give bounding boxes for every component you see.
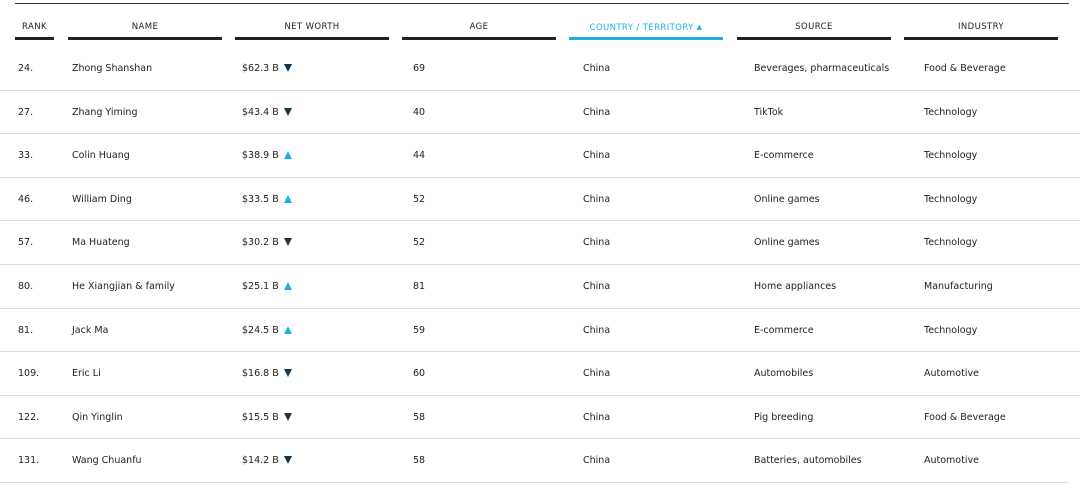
trend-down-icon <box>284 369 292 377</box>
rank-value: 122. <box>18 411 40 423</box>
trend-down-icon <box>284 413 292 421</box>
country-value: China <box>583 63 611 74</box>
source-value: Online games <box>754 237 820 249</box>
cell-source <box>754 325 814 337</box>
age-value: 58 <box>413 411 426 423</box>
column-header-label: AGE <box>469 22 489 32</box>
cell-industry <box>924 63 1006 75</box>
table-row[interactable] <box>0 265 1080 309</box>
cell-industry <box>924 368 979 380</box>
name-value: He Xiangjian & family <box>72 280 175 292</box>
cell-country <box>583 150 610 162</box>
net-worth-value: $14.2 B <box>242 455 279 467</box>
column-header-industry[interactable] <box>904 21 1058 33</box>
sort-ascending-icon: ▲ <box>696 23 703 31</box>
column-underline-net-worth <box>235 37 389 40</box>
cell-country <box>583 107 610 119</box>
cell-rank <box>18 63 33 75</box>
country-value: China <box>583 455 611 467</box>
cell-name[interactable] <box>72 368 101 380</box>
net-worth-value: $33.5 B <box>242 193 279 205</box>
net-worth-value: $25.1 B <box>242 280 279 292</box>
column-underline-rank <box>15 37 54 40</box>
cell-net-worth <box>242 281 292 293</box>
industry-value: Technology <box>924 324 978 336</box>
age-value: 81 <box>413 280 426 292</box>
source-value: Batteries, automobiles <box>754 455 862 467</box>
trend-down-icon <box>284 108 292 116</box>
table-row[interactable] <box>0 309 1080 353</box>
cell-country <box>583 325 610 337</box>
cell-rank <box>18 107 33 119</box>
cell-country <box>583 412 610 424</box>
name-value: William Ding <box>72 193 132 205</box>
cell-net-worth <box>242 150 292 162</box>
cell-age <box>413 412 425 424</box>
cell-rank <box>18 368 39 380</box>
table-row[interactable] <box>0 47 1080 91</box>
column-header-net-worth[interactable] <box>235 21 389 33</box>
source-value: Pig breeding <box>754 411 814 423</box>
trend-down-icon <box>284 456 292 464</box>
age-value: 40 <box>413 106 426 118</box>
rank-value: 27. <box>18 106 34 118</box>
column-header-label: INDUSTRY <box>958 22 1004 32</box>
cell-country <box>583 455 610 467</box>
cell-country <box>583 281 610 293</box>
rank-value: 80. <box>18 280 34 292</box>
name-value: Qin Yinglin <box>72 411 123 423</box>
cell-source <box>754 455 862 467</box>
country-value: China <box>583 411 611 423</box>
age-value: 58 <box>413 455 426 467</box>
industry-value: Technology <box>924 193 978 205</box>
cell-name[interactable] <box>72 325 108 337</box>
table-row[interactable] <box>0 221 1080 265</box>
industry-value: Food & Beverage <box>924 63 1006 74</box>
rank-value: 57. <box>18 237 34 249</box>
row-divider <box>0 482 1068 483</box>
column-header-label: SOURCE <box>795 22 833 32</box>
name-value: Zhang Yiming <box>72 106 138 118</box>
cell-rank <box>18 325 33 337</box>
industry-value: Technology <box>924 150 978 162</box>
table-row[interactable] <box>0 134 1080 178</box>
cell-name[interactable] <box>72 194 132 206</box>
net-worth-value: $38.9 B <box>242 150 279 162</box>
cell-rank <box>18 412 39 424</box>
rank-value: 33. <box>18 150 34 162</box>
column-underline-source <box>737 37 891 40</box>
rank-value: 131. <box>18 455 40 467</box>
column-underline-age <box>402 37 556 40</box>
trend-down-icon <box>284 238 292 246</box>
cell-country <box>583 194 610 206</box>
source-value: E-commerce <box>754 150 814 162</box>
source-value: Automobiles <box>754 368 814 380</box>
column-underline-country <box>569 37 723 40</box>
table-body <box>0 47 1080 483</box>
trend-up-icon <box>284 151 292 159</box>
cell-name[interactable] <box>72 150 130 162</box>
table-header <box>0 0 1080 46</box>
industry-value: Food & Beverage <box>924 411 1006 423</box>
cell-source <box>754 237 820 249</box>
industry-value: Technology <box>924 237 978 249</box>
column-header-label: NAME <box>131 22 159 32</box>
industry-value: Manufacturing <box>924 280 993 292</box>
source-value: TikTok <box>754 106 784 118</box>
cell-source <box>754 281 836 293</box>
cell-age <box>413 325 425 337</box>
country-value: China <box>583 150 611 162</box>
cell-source <box>754 63 889 75</box>
table-row[interactable] <box>0 178 1080 222</box>
trend-up-icon <box>284 282 292 290</box>
cell-net-worth <box>242 455 292 467</box>
cell-rank <box>18 194 33 206</box>
rank-value: 81. <box>18 324 34 336</box>
age-value: 52 <box>413 193 426 205</box>
name-value: Colin Huang <box>72 150 130 162</box>
net-worth-value: $15.5 B <box>242 411 279 423</box>
cell-net-worth <box>242 194 292 206</box>
cell-source <box>754 150 814 162</box>
country-value: China <box>583 324 611 336</box>
trend-down-icon <box>284 64 292 72</box>
cell-industry <box>924 150 977 162</box>
cell-industry <box>924 281 993 293</box>
net-worth-value: $16.8 B <box>242 368 279 380</box>
net-worth-value: $62.3 B <box>242 63 279 74</box>
cell-rank <box>18 150 33 162</box>
cell-industry <box>924 325 977 337</box>
rank-value: 46. <box>18 193 34 205</box>
country-value: China <box>583 106 611 118</box>
cell-age <box>413 107 425 119</box>
cell-net-worth <box>242 237 292 249</box>
country-value: China <box>583 193 611 205</box>
name-value: Ma Huateng <box>72 237 130 249</box>
cell-source <box>754 412 813 424</box>
cell-industry <box>924 194 977 206</box>
cell-age <box>413 368 425 380</box>
table-row[interactable] <box>0 352 1080 396</box>
cell-name[interactable] <box>72 63 152 75</box>
name-value: Wang Chuanfu <box>72 455 142 467</box>
table-row[interactable] <box>0 396 1080 440</box>
cell-name[interactable] <box>72 281 175 293</box>
cell-age <box>413 194 425 206</box>
cell-age <box>413 455 425 467</box>
cell-rank <box>18 237 33 249</box>
table-row[interactable] <box>0 91 1080 135</box>
column-underline-name <box>68 37 222 40</box>
column-header-rank[interactable] <box>15 21 54 33</box>
cell-industry <box>924 107 977 119</box>
rank-value: 24. <box>18 63 34 74</box>
column-underline-industry <box>904 37 1058 40</box>
cell-name[interactable] <box>72 237 130 249</box>
cell-net-worth <box>242 368 292 380</box>
column-header-name[interactable] <box>68 21 222 33</box>
cell-name[interactable] <box>72 455 142 467</box>
cell-age <box>413 237 425 249</box>
cell-net-worth <box>242 325 292 337</box>
net-worth-value: $30.2 B <box>242 237 279 249</box>
net-worth-value: $43.4 B <box>242 106 279 118</box>
name-value: Jack Ma <box>72 324 109 336</box>
cell-net-worth <box>242 63 292 75</box>
cell-industry <box>924 455 979 467</box>
source-value: Beverages, pharmaceuticals <box>754 63 890 74</box>
source-value: E-commerce <box>754 324 814 336</box>
industry-value: Automotive <box>924 368 979 380</box>
table-row[interactable] <box>0 439 1080 483</box>
age-value: 52 <box>413 237 426 249</box>
cell-age <box>413 150 425 162</box>
cell-name[interactable] <box>72 107 137 119</box>
country-value: China <box>583 280 611 292</box>
column-header-source[interactable] <box>737 21 891 33</box>
rank-value: 109. <box>18 368 40 380</box>
column-header-age[interactable] <box>402 21 556 33</box>
net-worth-value: $24.5 B <box>242 324 279 336</box>
cell-source <box>754 368 813 380</box>
column-header-country[interactable] <box>569 21 723 33</box>
age-value: 59 <box>413 324 426 336</box>
age-value: 60 <box>413 368 426 380</box>
cell-net-worth <box>242 412 292 424</box>
cell-source <box>754 107 783 119</box>
age-value: 44 <box>413 150 426 162</box>
cell-source <box>754 194 820 206</box>
source-value: Online games <box>754 193 820 205</box>
cell-industry <box>924 237 977 249</box>
cell-name[interactable] <box>72 412 123 424</box>
age-value: 69 <box>413 63 426 74</box>
trend-up-icon <box>284 195 292 203</box>
name-value: Eric Li <box>72 368 101 380</box>
industry-value: Technology <box>924 106 978 118</box>
country-value: China <box>583 237 611 249</box>
cell-age <box>413 63 425 75</box>
column-header-label: COUNTRY / TERRITORY <box>589 23 694 33</box>
industry-value: Automotive <box>924 455 979 467</box>
country-value: China <box>583 368 611 380</box>
cell-country <box>583 368 610 380</box>
name-value: Zhong Shanshan <box>72 63 153 74</box>
cell-industry <box>924 412 1006 424</box>
cell-rank <box>18 455 39 467</box>
cell-country <box>583 63 610 75</box>
cell-net-worth <box>242 107 292 119</box>
column-header-label: RANK <box>22 22 47 32</box>
cell-rank <box>18 281 33 293</box>
source-value: Home appliances <box>754 280 837 292</box>
trend-up-icon <box>284 326 292 334</box>
cell-age <box>413 281 425 293</box>
cell-country <box>583 237 610 249</box>
column-header-label: NET WORTH <box>284 22 340 32</box>
